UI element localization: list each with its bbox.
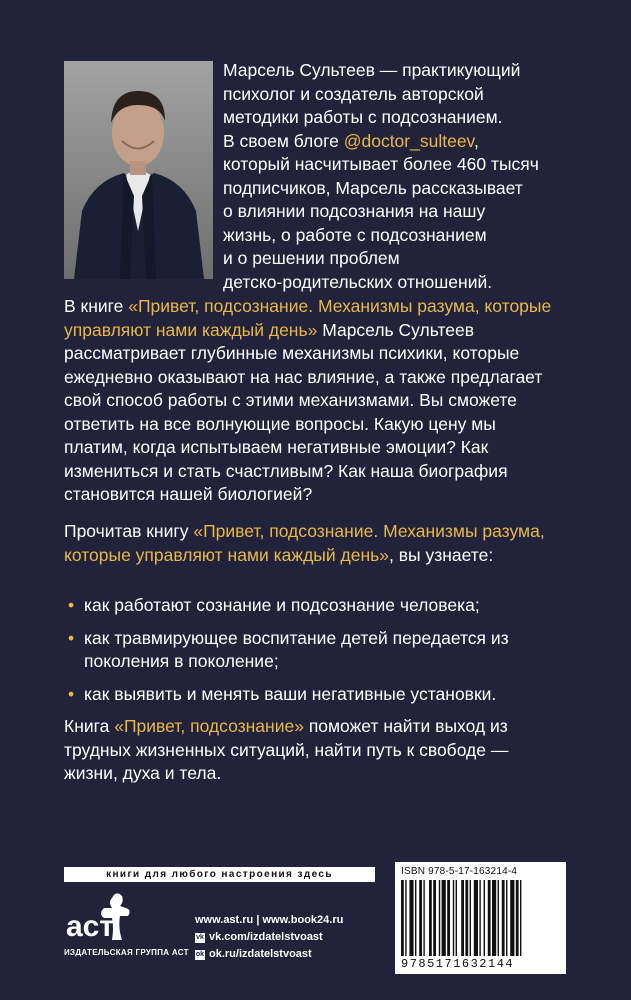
paragraph-text: Прочитав книгу — [64, 521, 194, 541]
paragraph-text: В книге — [64, 296, 129, 316]
ean-text: 9785171632144 — [401, 957, 515, 971]
book-title-highlight: «Привет, подсознание. Механизмы разума, которые управляют нами каждый день» — [64, 296, 552, 340]
bio-text: , — [474, 130, 479, 151]
bullet-icon: • — [68, 683, 75, 704]
book-title-highlight: «Привет, подсознание» — [114, 716, 304, 736]
barcode-bar — [465, 880, 468, 956]
barcode-bar — [488, 880, 491, 956]
ast-logo-icon — [64, 888, 144, 946]
bio-line: о влиянии подсознания на нашу — [223, 201, 486, 221]
sites-link[interactable] — [195, 912, 343, 929]
ok-text: ok.ru/izdatelstvoast — [209, 948, 312, 960]
list-item — [64, 594, 564, 618]
barcode-block — [395, 862, 566, 974]
barcode-bar — [456, 880, 457, 956]
bio-line: психолог и создатель авторской — [223, 83, 484, 104]
barcode-bar — [510, 880, 514, 956]
barcode-bar — [516, 880, 519, 956]
barcode-bar — [502, 880, 505, 956]
barcode-bar — [405, 880, 406, 956]
barcode-bar — [401, 880, 404, 956]
bio-line: жизнь, о работе с подсознанием — [223, 224, 487, 245]
blog-handle: @doctor_sulteev — [343, 130, 475, 151]
barcode-icon — [401, 880, 560, 956]
barcode-bar — [409, 880, 413, 956]
paragraph-text: поможет найти выход из трудных жизненных ситуаций, найти путь к свободе — жизни, духа и тела. — [64, 716, 509, 783]
barcode-bar — [415, 880, 416, 956]
barcode-bar — [433, 880, 436, 956]
barcode-bar — [498, 880, 499, 956]
bio-line — [223, 130, 553, 154]
closing-paragraph — [64, 715, 564, 786]
barcode-bar — [506, 880, 507, 956]
isbn-text: ISBN 978-5-17-163214-4 — [401, 866, 518, 877]
author-bio — [223, 59, 553, 294]
paragraph-text: , вы узнаете: — [388, 544, 494, 565]
list-item-text: как травмирующее воспитание детей передается из поколения в поколение; — [84, 627, 509, 671]
barcode-bar — [470, 880, 471, 956]
barcode-bar — [474, 880, 478, 956]
list-item-text: как работают сознание и подсознание человека; — [84, 595, 480, 615]
barcode-bar — [484, 880, 485, 956]
barcode-bar — [461, 880, 464, 956]
author-portrait-image — [64, 61, 213, 279]
barcode-bar — [429, 880, 432, 956]
barcode-bar — [442, 880, 446, 956]
bullet-icon: • — [68, 595, 75, 615]
sites-text: www.ast.ru | www.book24.ru — [195, 914, 344, 926]
bullet-icon: • — [68, 627, 75, 648]
publisher-links — [195, 912, 343, 963]
list-item — [64, 683, 564, 707]
book-title-highlight: «Привет, подсознание. Механизмы разума, которые управляют нами каждый день» — [64, 521, 545, 565]
bio-line: детско-родительских отношений. — [223, 271, 493, 292]
author-photo — [64, 61, 213, 279]
publisher-caption: ИЗДАТЕЛЬСКАЯ ГРУППА АСТ — [64, 948, 189, 957]
barcode-bar — [423, 880, 424, 956]
paragraph-text: Марсель Сультеев рассматривает глубинные механизмы психики, которые ежедневно оказывают на нас влияние, а также предлагает свой способ работы с этими механизмами. Вы сможете ответить на все волнующие вопросы. Какую цену мы платим, когда испытываем негативные эмоции? Как измениться и стать счастливым? Как наша биография становится нашей биологией? — [64, 319, 543, 504]
vk-link[interactable] — [195, 929, 343, 946]
barcode-bar — [492, 880, 496, 956]
bio-line: подписчиков, Марсель рассказывает — [223, 177, 523, 198]
list-item-text: как выявить и менять ваши негативные установки. — [84, 683, 497, 704]
slogan-strip: книги для любого настроения здесь — [64, 867, 375, 882]
barcode-bar — [439, 880, 440, 956]
barcode-bar — [479, 880, 480, 956]
description-paragraph — [64, 295, 564, 507]
vk-text: vk.com/izdatelstvoast — [209, 931, 323, 943]
bio-line: и о решении проблем — [223, 248, 400, 268]
paragraph-text: Книга — [64, 716, 115, 736]
bio-line: который насчитывает более 460 тысяч — [223, 154, 539, 174]
list-item — [64, 627, 564, 674]
ok-icon: ok — [195, 950, 205, 958]
learn-intro-paragraph — [64, 520, 564, 567]
publisher-logo — [64, 888, 184, 946]
logo-text: аст — [66, 910, 115, 943]
learn-list — [64, 594, 564, 706]
bio-line: методики работы с подсознанием. — [223, 107, 503, 127]
bio-text: В своем блоге — [223, 130, 344, 151]
barcode-bar — [419, 880, 422, 956]
barcode-bar — [447, 880, 450, 956]
barcode-bar — [453, 880, 454, 956]
ok-link[interactable] — [195, 946, 343, 963]
bio-line: Марсель Сультеев — практикующий — [223, 60, 521, 80]
vk-icon: vk — [196, 933, 204, 941]
barcode-bar — [520, 880, 521, 956]
